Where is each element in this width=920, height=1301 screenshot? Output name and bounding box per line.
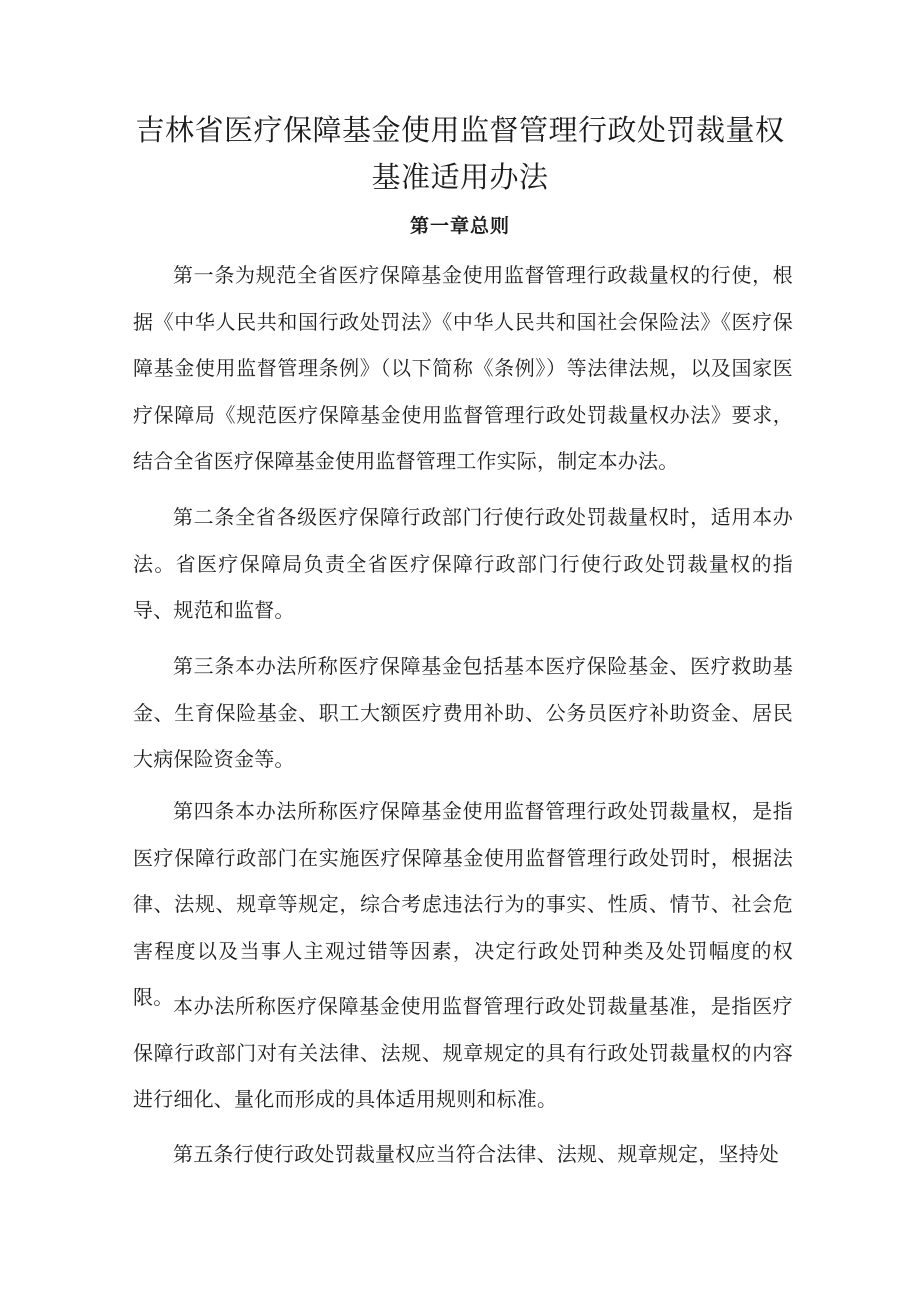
paragraph-article-4-benchmark: 本办法所称医疗保障基金使用监督管理行政处罚裁量基准，是指医疗保障行政部门对有关法律、法规、规章规定的具有行政处罚裁量权的内容进行细化、量化而形成的具体适用规则和标准。 bbox=[133, 994, 793, 1111]
paragraph-article-4: 第四条本办法所称医疗保障基金使用监督管理行政处罚裁量权，是指医疗保障行政部门在实施医疗保障基金使用监督管理行政处罚时，根据法律、法规、规章等规定，综合考虑违法行为的事实、性质、情节、社会危害程度以及当事人主观过错等因素，决定行政处罚种类及处罚幅度的权限。 bbox=[133, 799, 793, 1009]
paragraph-article-5: 第五条行使行政处罚裁量权应当符合法律、法规、规章规定，坚持处 bbox=[173, 1142, 779, 1166]
document-title-line-1: 吉林省医疗保障基金使用监督管理行政处罚裁量权 bbox=[135, 113, 785, 147]
document-title-line-2: 基准适用办法 bbox=[371, 160, 549, 194]
chapter-heading: 第一章总则 bbox=[409, 215, 510, 237]
paragraph-article-3: 第三条本办法所称医疗保障基金包括基本医疗保险基金、医疗救助基金、生育保险基金、职工大额医疗费用补助、公务员医疗补助资金、居民大病保险资金等。 bbox=[133, 654, 793, 771]
paragraph-article-1: 第一条为规范全省医疗保障基金使用监督管理行政裁量权的行使，根据《中华人民共和国行政处罚法》《中华人民共和国社会保险法》《医疗保障基金使用监督管理条例》（以下简称《条例》）等法律法规，以及国家医疗保障局《规范医疗保障基金使用监督管理行政处罚裁量权办法》要求，结合全省医疗保障基金使用监督管理工作实际，制定本办法。 bbox=[133, 263, 793, 473]
paragraph-article-2: 第二条全省各级医疗保障行政部门行使行政处罚裁量权时，适用本办法。省医疗保障局负责全省医疗保障行政部门行使行政处罚裁量权的指导、规范和监督。 bbox=[133, 505, 793, 622]
